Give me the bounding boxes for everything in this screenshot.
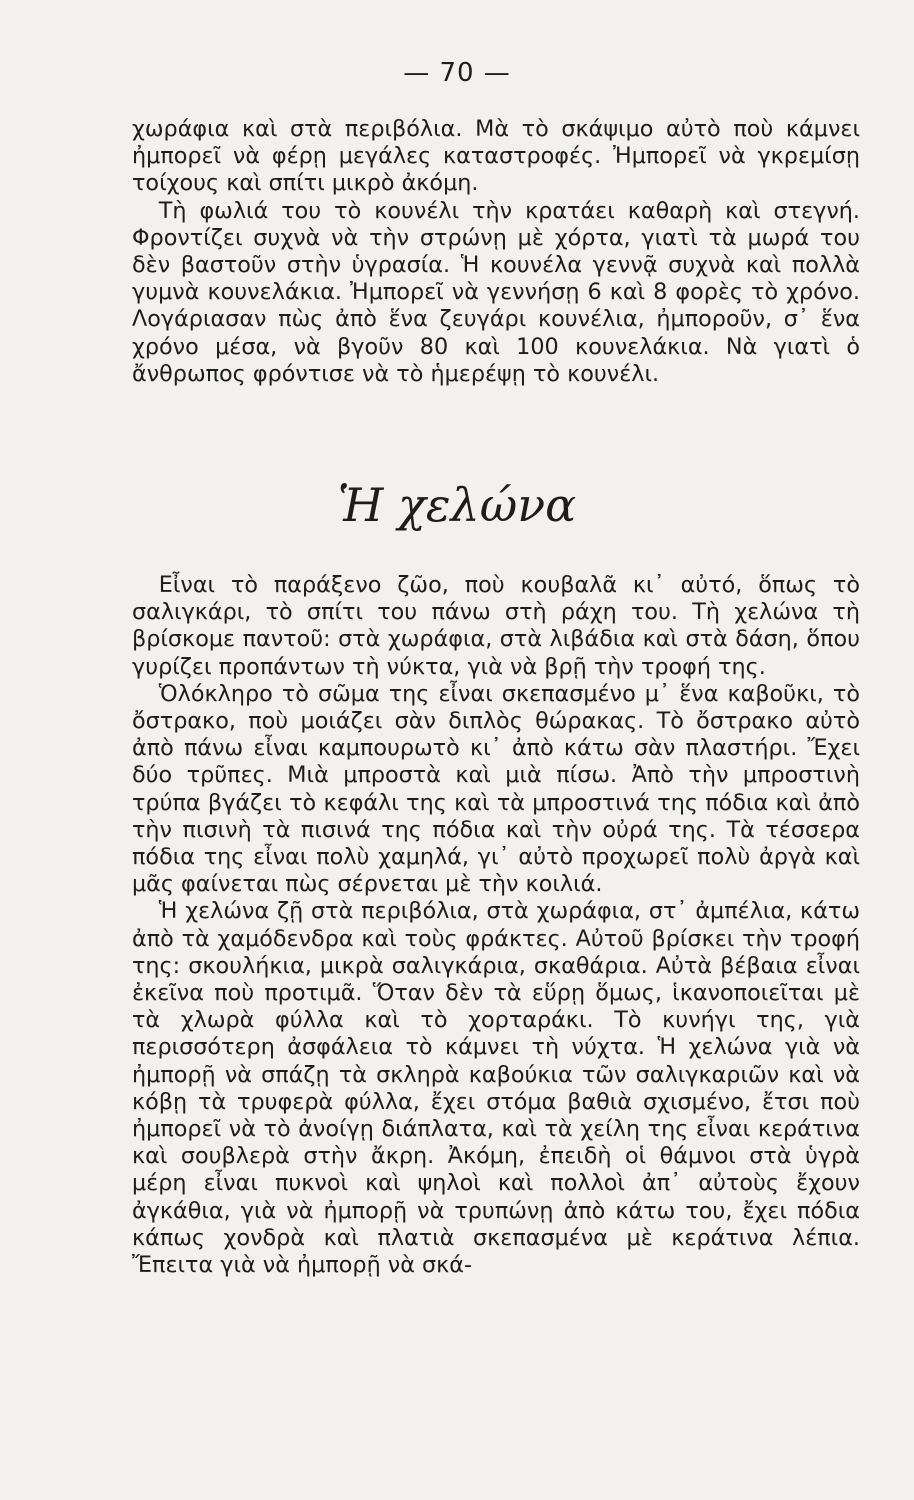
- paragraph: Ὁλόκληρο τὸ σῶμα της εἶναι σκεπασμένο μ᾽ ἕνα καβοῦκι, τὸ ὄστρακο, ποὺ μοιάζει σὰν διπλὸς θώρακας. Τὸ ὄστρακο αὐτὸ ἀπὸ πάνω εἶναι καμπουρωτὸ κι᾽ ἀπὸ κάτω σὰν πλαστήρι. Ἔχει δύο τρῦπες. Μιὰ μπροστὰ καὶ μιὰ πίσω. Ἀπὸ τὴν μπροστινὴ τρύπα βγάζει τὸ κεφάλι της καὶ τὰ μπροστινά της πόδια καὶ ἀπὸ τὴν πισινὴ τὰ πισινά της πόδια καὶ τὴν οὐρά της. Τὰ τέσσερα πόδια της εἶναι πολὺ χαμηλά, γι᾽ αὐτὸ προχωρεῖ πολὺ ἀργὰ καὶ μᾶς φαίνεται πὼς σέρνεται μὲ τὴν κοιλιά.: [132, 680, 860, 898]
- paragraph: χωράφια καὶ στὰ περιβόλια. Μὰ τὸ σκάψιμο αὐτὸ ποὺ κάμνει ἠμπορεῖ νὰ φέρῃ μεγάλες καταστροφές. Ἠμπορεῖ νὰ γκρεμίσῃ τοίχους καὶ σπίτι μικρὸ ἀκόμη.: [132, 116, 860, 197]
- section-heading: Ἡ χελώνα: [337, 478, 577, 532]
- page-number: — 70 —: [403, 58, 511, 88]
- paragraph: Τὴ φωλιά του τὸ κουνέλι τὴν κρατάει καθαρὴ καὶ στεγνή. Φροντίζει συχνὰ νὰ τὴν στρώνῃ μὲ χόρτα, γιατὶ τὰ μωρά του δὲν βαστοῦν στὴν ὑγρασία. Ἡ κουνέλα γεννᾷ συχνὰ καὶ πολλὰ γυμνὰ κουνελάκια. Ἠμπορεῖ νὰ γεννήσῃ 6 καὶ 8 φορὲς τὸ χρόνο. Λογάριασαν πὼς ἀπὸ ἕνα ζευγάρι κουνέλια, ἠμποροῦν, σ᾽ ἕνα χρόνο μέσα, νὰ βγοῦν 80 καὶ 100 κουνελάκια. Νὰ γιατὶ ὁ ἄνθρωπος φρόντισε νὰ τὸ ἡμερέψῃ τὸ κουνέλι.: [132, 197, 860, 387]
- intro-text: [132, 116, 860, 388]
- paragraph: Ἡ χελώνα ζῇ στὰ περιβόλια, στὰ χωράφια, στ᾽ ἀμπέλια, κάτω ἀπὸ τὰ χαμόδενδρα καὶ τοὺς φράκτες. Αὐτοῦ βρίσκει τὴν τροφή της: σκουλήκια, μικρὰ σαλιγκάρια, σκαθάρια. Αὐτὰ βέβαια εἶναι ἐκεῖνα ποὺ προτιμᾶ. Ὅταν δὲν τὰ εὕρῃ ὅμως, ἱκανοποιεῖται μὲ τὰ χλωρὰ φύλλα καὶ τὸ χορταράκι. Τὸ κυνήγι της, γιὰ περισσότερη ἀσφάλεια τὸ κάμνει τὴ νύχτα. Ἡ χελώνα γιὰ νὰ ἠμπορῇ νὰ σπάζῃ τὰ σκληρὰ καβούκια τῶν σαλιγκαριῶν καὶ νὰ κόβῃ τὰ τρυφερὰ φύλλα, ἔχει στόμα βαθιὰ σχισμένο, ἔτσι ποὺ ἠμπορεῖ νὰ τὸ ἀνοίγῃ διάπλατα, καὶ τὰ χείλη της εἶναι κεράτινα καὶ σουβλερὰ στὴν ἄκρη. Ἀκόμη, ἐπειδὴ οἱ θάμνοι στὰ ὑγρὰ μέρη εἶναι πυκνοὶ καὶ ψηλοὶ καὶ πολλοὶ ἀπ᾽ αὐτοὺς ἔχουν ἀγκάθια, γιὰ νὰ ἠμπορῇ νὰ τρυπώνῃ ἀπὸ κάτω του, ἔχει πόδια κάπως χονδρὰ καὶ πλατιὰ σκεπασμένα μὲ κεράτινα λέπια. Ἔπειτα γιὰ νὰ ἠμπορῇ νὰ σκά-: [132, 898, 860, 1279]
- section-text: [132, 572, 860, 1279]
- paragraph: Εἶναι τὸ παράξενο ζῶο, ποὺ κουβαλᾶ κι᾽ αὐτό, ὅπως τὸ σαλιγκάρι, τὸ σπίτι του πάνω στὴ ράχη του. Τὴ χελώνα τὴ βρίσκομε παντοῦ: στὰ χωράφια, στὰ λιβάδια καὶ στὰ δάση, ὅπου γυρίζει προπάντων τὴ νύκτα, γιὰ νὰ βρῇ τὴν τροφή της.: [132, 572, 860, 680]
